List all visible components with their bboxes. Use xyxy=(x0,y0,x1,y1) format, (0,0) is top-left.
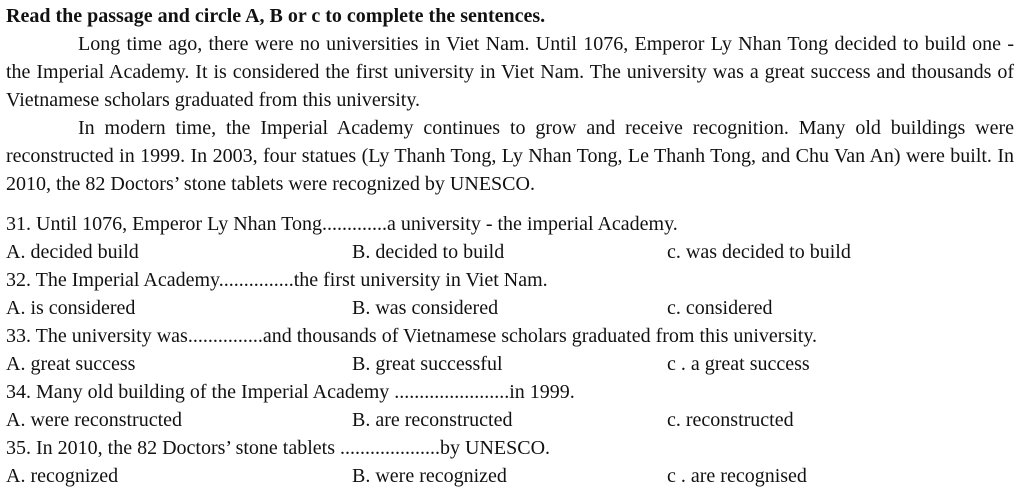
question-33-options xyxy=(6,350,1016,378)
question-35: 35. In 2010, the 82 Doctors’ stone tablets ....................by UNESCO. xyxy=(6,437,551,459)
question-32-options xyxy=(6,294,1016,322)
question-34-option-b[interactable]: B. are reconstructed xyxy=(352,409,513,431)
question-34-option-c[interactable]: c. reconstructed xyxy=(667,409,794,431)
question-32-option-a[interactable]: A. is considered xyxy=(6,297,136,319)
question-33-option-a[interactable]: A. great success xyxy=(6,353,136,375)
question-35-option-b[interactable]: B. were recognized xyxy=(352,465,507,487)
question-34: 34. Many old building of the Imperial Academy .......................in 1999. xyxy=(6,381,575,403)
question-35-option-a[interactable]: A. recognized xyxy=(6,465,119,487)
question-31: 31. Until 1076, Emperor Ly Nhan Tong.............a university - the imperial Academy. xyxy=(6,213,678,235)
question-31-options xyxy=(6,238,1016,266)
question-33-option-b[interactable]: B. great successful xyxy=(352,353,503,375)
reading-passage xyxy=(6,30,1014,198)
question-32: 32. The Imperial Academy...............the first university in Viet Nam. xyxy=(6,269,548,291)
question-33-option-c[interactable]: c . a great success xyxy=(667,353,810,375)
question-31-option-b[interactable]: B. decided to build xyxy=(352,241,505,263)
instructions-heading: Read the passage and circle A, B or c to complete the sentences. xyxy=(6,5,546,27)
question-34-options xyxy=(6,406,1016,434)
question-35-option-c[interactable]: c . are recognised xyxy=(667,465,807,487)
question-list xyxy=(6,210,1016,490)
passage-paragraph-2: In modern time, the Imperial Academy continues to grow and receive recognition. Many old buildings were reconstructed in 1999. In 2003, four statues (Ly Thanh Tong, Ly Nhan Tong, Le Thanh Tong, and Chu Van An) were built. In 2010, the 82 Doctors’ stone tablets were recognized by UNESCO. xyxy=(6,117,1014,195)
question-35-options xyxy=(6,462,1016,490)
question-33: 33. The university was...............and thousands of Vietnamese scholars graduated from this university. xyxy=(6,325,818,347)
question-31-option-a[interactable]: A. decided build xyxy=(6,241,139,263)
question-31-option-c[interactable]: c. was decided to build xyxy=(667,241,851,263)
passage-paragraph-1: Long time ago, there were no universities in Viet Nam. Until 1076, Emperor Ly Nhan Tong decided to build one - the Imperial Academy. It is considered the first university in Viet Nam. The university was a great success and thousands of Vietnamese scholars graduated from this university. xyxy=(6,33,1014,111)
question-32-option-b[interactable]: B. was considered xyxy=(352,297,499,319)
question-32-option-c[interactable]: c. considered xyxy=(667,297,773,319)
question-34-option-a[interactable]: A. were reconstructed xyxy=(6,409,183,431)
